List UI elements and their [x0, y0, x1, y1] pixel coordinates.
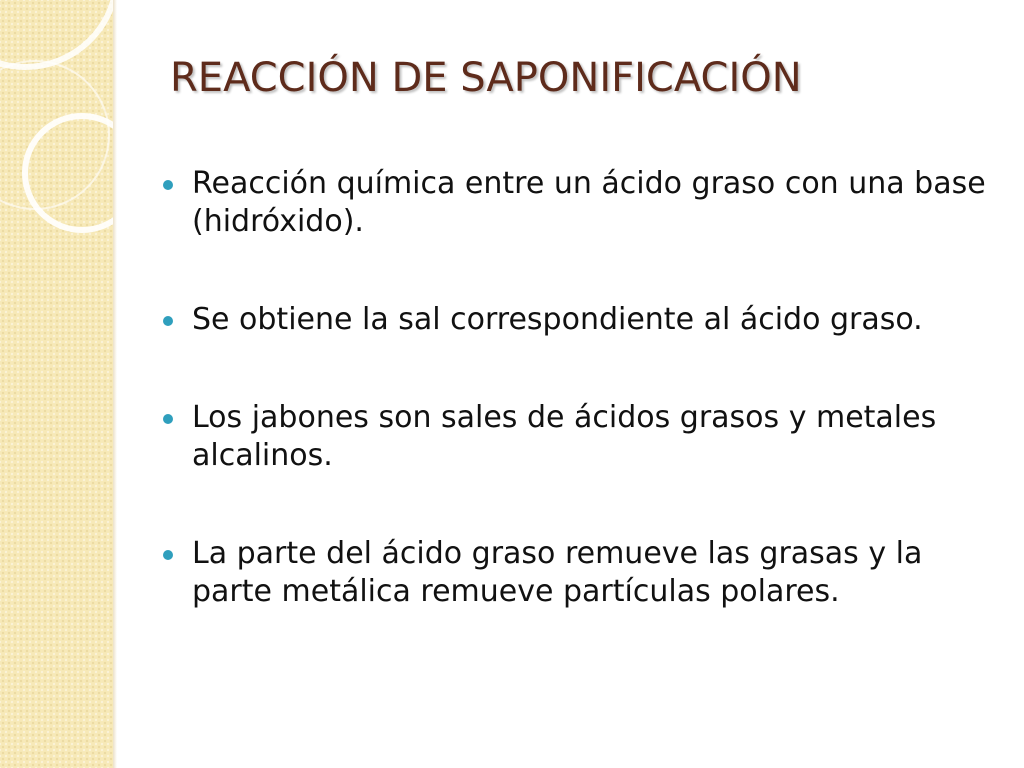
bullet-list — [160, 165, 1000, 671]
bullet-text-4: La parte del ácido graso remueve las grasas y la parte metálica remueve partículas polares. — [192, 536, 923, 609]
bullet-dot-icon — [163, 180, 173, 190]
bullet-dot-icon — [163, 414, 173, 424]
decorative-ring-top — [0, 0, 113, 70]
side-panel-edge — [113, 0, 117, 768]
decorative-side-panel — [0, 0, 113, 768]
bullet-text-3: Los jabones son sales de ácidos grasos y metales alcalinos. — [192, 400, 937, 473]
bullet-item-1 — [160, 165, 1000, 241]
bullet-item-4 — [160, 535, 1000, 611]
bullet-item-3 — [160, 399, 1000, 475]
bullet-dot-icon — [163, 316, 173, 326]
bullet-dot-icon — [163, 550, 173, 560]
slide-title: REACCIÓN DE SAPONIFICACIÓN — [170, 55, 802, 101]
bullet-text-2: Se obtiene la sal correspondiente al ácido graso. — [192, 302, 923, 337]
bullet-item-2 — [160, 301, 1000, 339]
bullet-text-1: Reacción química entre un ácido graso con una base (hidróxido). — [192, 166, 986, 239]
